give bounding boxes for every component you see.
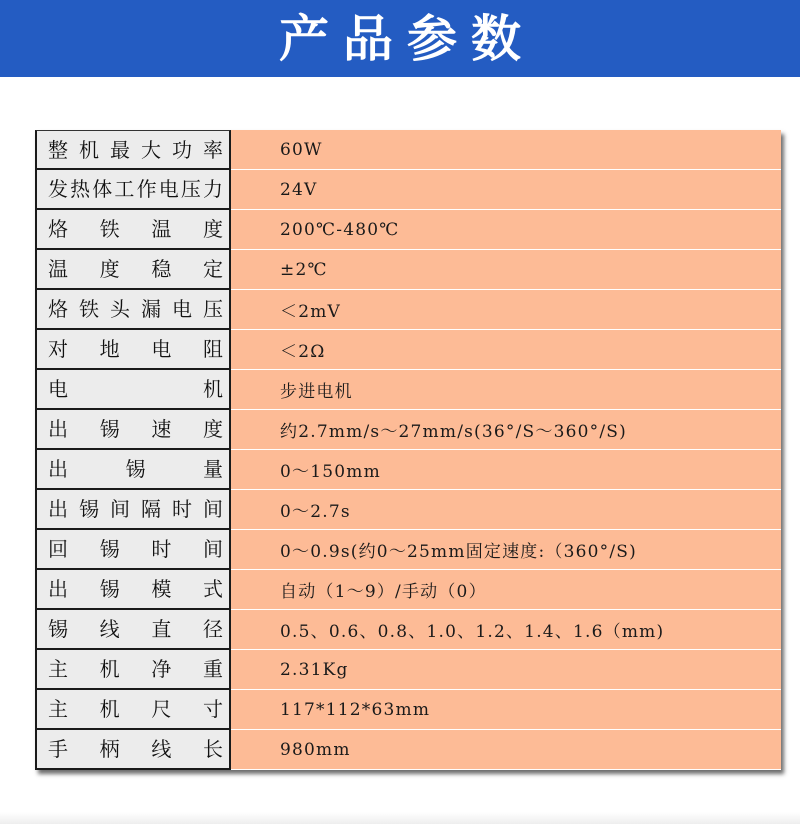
spec-value-cell (231, 570, 781, 610)
table-row (35, 530, 781, 570)
spec-label: 出锡速度 (48, 417, 223, 441)
spec-value-cell (231, 250, 781, 290)
table-row (35, 730, 781, 770)
spec-label: 出锡量 (48, 457, 223, 481)
spec-value: ＜2Ω (280, 342, 326, 362)
spec-label: 对地电阻 (48, 337, 223, 361)
spec-label: 主机尺寸 (48, 697, 223, 721)
spec-label-cell (35, 490, 231, 530)
spec-label-cell (35, 250, 231, 290)
table-row (35, 490, 781, 530)
table-row (35, 250, 781, 290)
spec-label: 出锡间隔时间 (48, 497, 223, 521)
spec-value: 200℃-480℃ (280, 219, 400, 240)
spec-value-cell (231, 650, 781, 690)
spec-label-cell (35, 170, 231, 210)
spec-label: 手柄线长 (48, 737, 223, 761)
spec-label: 电机 (48, 377, 223, 401)
spec-value: 980mm (280, 739, 351, 760)
table-row (35, 690, 781, 730)
spec-value: 2.31Kg (280, 659, 349, 680)
spec-value-cell (231, 210, 781, 250)
spec-value-cell (231, 610, 781, 650)
spec-value-cell (231, 410, 781, 450)
table-row (35, 170, 781, 210)
spec-value: 0.5、0.6、0.8、1.0、1.2、1.4、1.6（mm) (280, 622, 665, 642)
table-row (35, 570, 781, 610)
spec-value: 60W (280, 139, 323, 160)
spec-label-cell (35, 210, 231, 250)
spec-label-cell (35, 570, 231, 610)
spec-value-cell (231, 530, 781, 570)
spec-value: 117*112*63mm (280, 699, 431, 720)
spec-label: 回锡时间 (48, 537, 223, 561)
spec-value: 约2.7mm/s～27mm/s(36°/S～360°/S) (280, 422, 627, 442)
spec-label-cell (35, 690, 231, 730)
spec-label: 整机最大功率 (48, 137, 223, 162)
spec-label-cell (35, 650, 231, 690)
spec-value: ±2℃ (280, 259, 328, 280)
table-row (35, 610, 781, 650)
spec-label: 发热体工作电压力 (48, 177, 223, 201)
spec-value-cell (231, 690, 781, 730)
spec-label: 烙铁温度 (48, 217, 223, 241)
spec-value: 自动（1～9）/手动（0） (280, 582, 487, 602)
table-row (35, 450, 781, 490)
spec-label-cell (35, 410, 231, 450)
spec-label: 出锡模式 (48, 577, 223, 601)
spec-value-cell (231, 490, 781, 530)
spec-value-cell (231, 290, 781, 330)
spec-label-cell (35, 610, 231, 650)
table-row (35, 210, 781, 250)
spec-value: 0～2.7s (280, 502, 351, 522)
spec-label-cell (35, 730, 231, 770)
spec-label: 温度稳定 (48, 257, 223, 281)
table-row (35, 410, 781, 450)
spec-label-cell (35, 450, 231, 490)
table-row (35, 370, 781, 410)
table-row (35, 330, 781, 370)
page-header (0, 0, 800, 77)
spec-value: ＜2mV (280, 302, 342, 322)
spec-label-cell (35, 370, 231, 410)
spec-value-cell (231, 130, 781, 170)
spec-label: 烙铁头漏电压 (48, 297, 223, 321)
spec-label-cell (35, 290, 231, 330)
spec-value: 步进电机 (280, 382, 353, 402)
table-row (35, 290, 781, 330)
spec-label: 锡线直径 (48, 617, 223, 641)
page-title: 产品参数 (279, 9, 535, 68)
spec-value-cell (231, 730, 781, 770)
spec-label-cell (35, 330, 231, 370)
spec-label-cell (35, 130, 231, 170)
spec-value-cell (231, 370, 781, 410)
spec-value: 0～0.9s(约0～25mm固定速度:（360°/S) (280, 542, 637, 562)
spec-value-cell (231, 170, 781, 210)
spec-value: 24V (280, 179, 318, 200)
spec-value: 0～150mm (280, 462, 381, 482)
bottom-divider (0, 812, 800, 824)
spec-value-cell (231, 450, 781, 490)
table-row (35, 130, 781, 170)
table-row (35, 650, 781, 690)
product-spec-table (35, 130, 781, 770)
spec-label-cell (35, 530, 231, 570)
spec-value-cell (231, 330, 781, 370)
spec-label: 主机净重 (48, 657, 223, 681)
